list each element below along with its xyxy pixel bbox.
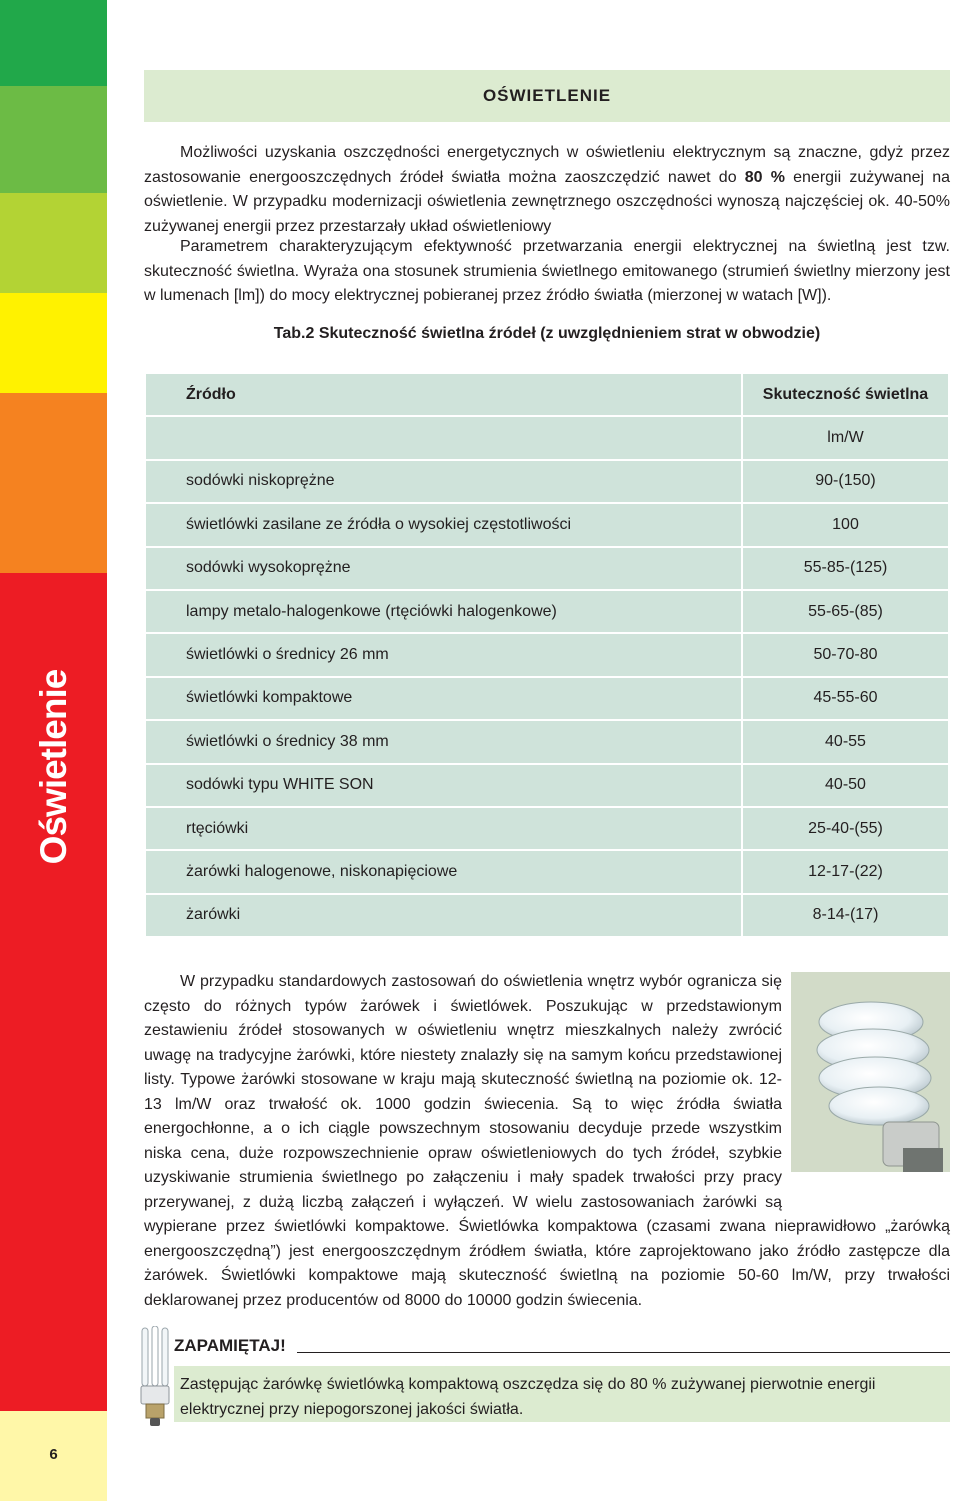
sidebar-band-lime — [0, 193, 107, 293]
unit-label: lm/W — [743, 417, 948, 458]
header-source: Źródło — [146, 374, 741, 415]
spiral-cfl-bulb-photo — [791, 972, 950, 1172]
intro-text-b: energii zużywanej na oświetlenie. W przypadku modernizacji oświetlenia zewnętrznego oszczędności wynoszą najczęściej ok. 40-50% zużywanej energii przez przestarzały układ oświetleniowy — [144, 168, 951, 235]
row-value: 100 — [743, 504, 948, 545]
body-text: W przypadku standardowych zastosowań do oświetlenia wnętrz wybór ogranicza się często do różnych typów żarówek i świetlówek. Poszukując w przedstawionym zestawieniu źródeł stosowanych w oświetleniu wnętrz mieszkalnych należy zwrócić uwagę na tradycyjne żarówki, które niestety znalazły się na samym końcu przedstawionej listy. Typowe żarówki stosowane w kraju mają skuteczność świetlną na poziomie ok. 12-13 lm/W oraz trwałość ok. 1000 godzin świecenia. Są to więc źródła światła energochłonne, a o ich ciągle powszechnym stosowaniu decyduje przede wszystkim niska cena, duże rozpowszechnienie opraw oświetleniowych do tych źródeł, szybkie uzyskiwanie strumienia świetlnego po załączeniu i mały spadek trwałości przy pracy przerywanej, z dużą liczbą załączeń i wyłączeń. W wielu zastosowaniach żarówki są wypierane przez świetlówki kompaktowe. Świetlówka kompaktowa (czasami zwana nieprawidłowo „żarówką energooszczędną”) jest energooszczędnym źródłem światła, które zaprojektowano jako źródło zastępcze dla żarówek. Świetlówki kompaktowe mają skuteczność świetlną na poziomie 50-60 lm/W, przy trwałości deklarowanej przez producentów od 8000 do 10000 godzin świecenia. — [144, 973, 950, 1309]
table-row — [146, 721, 948, 762]
row-value: 55-65-(85) — [743, 591, 948, 632]
row-source: rtęciówki — [146, 808, 741, 849]
efficacy-table — [144, 372, 950, 938]
row-source: świetlówki zasilane ze źródła o wysokiej częstotliwości — [146, 504, 741, 545]
row-value: 8-14-(17) — [743, 895, 948, 936]
row-value: 12-17-(22) — [743, 851, 948, 892]
compact-fluorescent-lamp-icon — [138, 1326, 172, 1428]
unit-blank — [146, 417, 741, 458]
row-value: 40-55 — [743, 721, 948, 762]
table-row — [146, 548, 948, 589]
table-row — [146, 765, 948, 806]
intro-bold-value: 80 % — [744, 168, 785, 186]
table-row — [146, 808, 948, 849]
row-source: sodówki niskoprężne — [146, 461, 741, 502]
sidebar-band-lightgreen — [0, 86, 107, 193]
sidebar-band-green — [0, 0, 107, 86]
table-row — [146, 461, 948, 502]
header-efficacy: Skuteczność świetlna — [743, 374, 948, 415]
row-value: 45-55-60 — [743, 678, 948, 719]
sidebar-band-yellow — [0, 293, 107, 393]
remember-box — [174, 1366, 950, 1422]
row-source: sodówki typu WHITE SON — [146, 765, 741, 806]
definition-paragraph: Parametrem charakteryzującym efektywność przetwarzania energii elektrycznej na świetlną jest tzw. skuteczność świetlna. Wyraża ona stosunek strumienia świetlnego emitowanego (strumień świetlny mierzony jest w lumenach [lm]) do mocy elektrycznej pobieranej przez źródło światła (mierzonej w watach [W]). — [144, 238, 950, 304]
table-unit-row — [146, 417, 948, 458]
sidebar-title: Oświetlenie — [33, 669, 74, 865]
row-value: 40-50 — [743, 765, 948, 806]
row-source: sodówki wysokoprężne — [146, 548, 741, 589]
remember-divider — [297, 1352, 950, 1353]
table-row — [146, 591, 948, 632]
table-row — [146, 634, 948, 675]
row-value: 50-70-80 — [743, 634, 948, 675]
page-number: 6 — [49, 1446, 58, 1463]
row-source: żarówki halogenowe, niskonapięciowe — [146, 851, 741, 892]
row-source: żarówki — [146, 895, 741, 936]
section-title: OŚWIETLENIE — [482, 86, 612, 105]
table-row — [146, 851, 948, 892]
row-source: lampy metalo-halogenkowe (rtęciówki halogenkowe) — [146, 591, 741, 632]
remember-text: Zastępując żarówkę świetlówką kompaktową oszczędza się do 80 % zużywanej pierwotnie energii elektrycznej przy niepogorszonej jakości światła. — [180, 1376, 876, 1418]
table-row — [146, 678, 948, 719]
row-value: 90-(150) — [743, 461, 948, 502]
sidebar-band-orange — [0, 393, 107, 573]
table-caption: Tab.2 Skuteczność świetlna źródeł (z uwzględnieniem strat w obwodzie) — [273, 325, 821, 342]
row-source: świetlówki o średnicy 26 mm — [146, 634, 741, 675]
row-value: 55-85-(125) — [743, 548, 948, 589]
intro-paragraph — [144, 141, 950, 239]
row-source: świetlówki kompaktowe — [146, 678, 741, 719]
table-header-row — [146, 374, 948, 415]
table-row — [146, 504, 948, 545]
intro-text-a: Możliwości uzyskania oszczędności energetycznych w oświetleniu elektrycznym są znaczne, gdyż przez zastosowanie energooszczędnych źródeł światła można zaoszczędzić nawet do — [144, 144, 950, 186]
remember-title: ZAPAMIĘTAJ! — [174, 1336, 286, 1355]
table-row — [146, 895, 948, 936]
section-header — [144, 70, 950, 122]
row-source: świetlówki o średnicy 38 mm — [146, 721, 741, 762]
row-value: 25-40-(55) — [743, 808, 948, 849]
